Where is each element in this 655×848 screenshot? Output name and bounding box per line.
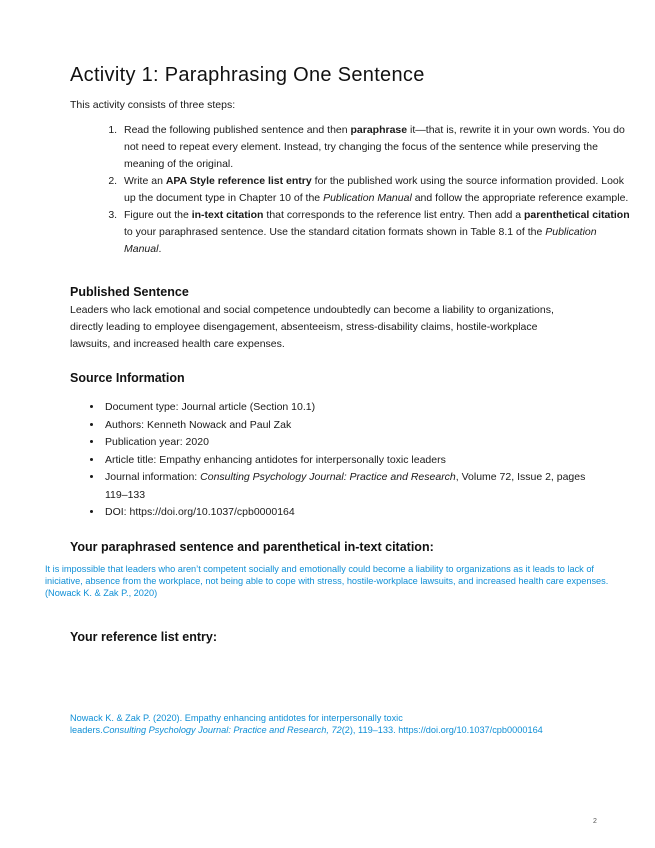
- reference-heading: Your reference list entry:: [70, 630, 218, 644]
- intro-text: This activity consists of three steps:: [70, 99, 236, 111]
- published-sentence-text: Leaders who lack emotional and social competence undoubtedly can become a liability to organizations, directly leading to employee disengagement, absenteeism, stress-disability claims, hostile-workplace lawsuits, and increased health care expenses.: [70, 304, 554, 350]
- source-info-list: [70, 399, 603, 522]
- page-number: 2: [593, 818, 597, 825]
- page-title: Activity 1: Paraphrasing One Sentence: [70, 64, 425, 86]
- paraphrase-heading: Your paraphrased sentence and parenthetical in-text citation:: [70, 540, 434, 554]
- source-item: • Article title: Empathy enhancing antidotes for interpersonally toxic leaders: [103, 452, 603, 470]
- source-item: • Document type: Journal article (Section 10.1): [103, 399, 603, 417]
- step-item: 3. Figure out the in-text citation that corresponds to the reference list entry. Then add a parenthetical citation to your paraphrased sentence. Use the standard citation formats shown in Table 8.1 of the Publication Manual.: [120, 207, 630, 258]
- step-item: 1. Read the following published sentence and then paraphrase it—that is, rewrite it in your own words. You do not need to repeat every element. Instead, try changing the focus of the sentence while preserving the meaning of the original.: [120, 122, 630, 173]
- source-information-heading: Source Information: [70, 371, 185, 385]
- steps-list: [70, 122, 630, 258]
- step-item: 2. Write an APA Style reference list entry for the published work using the source information provided. Look up the document type in Chapter 10 of the Publication Manual and follow the appropriate reference example.: [120, 173, 630, 207]
- reference-line-2: leaders.Consulting Psychology Journal: Practice and Research, 72(2), 119–133. https://doi.org/10.1037/cpb0000164: [70, 725, 543, 735]
- source-item-journal: • Journal information: Consulting Psychology Journal: Practice and Research, Volume 72, Issue 2, pages 119–133: [103, 469, 603, 504]
- source-item: • Publication year: 2020: [103, 434, 603, 452]
- source-item-doi: • DOI: https://doi.org/10.1037/cpb0000164: [103, 504, 603, 522]
- reference-answer[interactable]: [70, 712, 630, 736]
- reference-line-1: Nowack K. & Zak P. (2020). Empathy enhancing antidotes for interpersonally toxic: [70, 713, 403, 723]
- published-sentence-heading: Published Sentence: [70, 285, 189, 299]
- source-item: • Authors: Kenneth Nowack and Paul Zak: [103, 417, 603, 435]
- paraphrase-answer[interactable]: It is impossible that leaders who aren’t competent socially and emotionally could become a liability to organizations as it leads to lack of iniciative, absence from the workplace, not being able to cope with stress, hostile-workplace lawsuits, and increased health care expenses. (Nowack K. & Zak P., 2020): [45, 564, 609, 598]
